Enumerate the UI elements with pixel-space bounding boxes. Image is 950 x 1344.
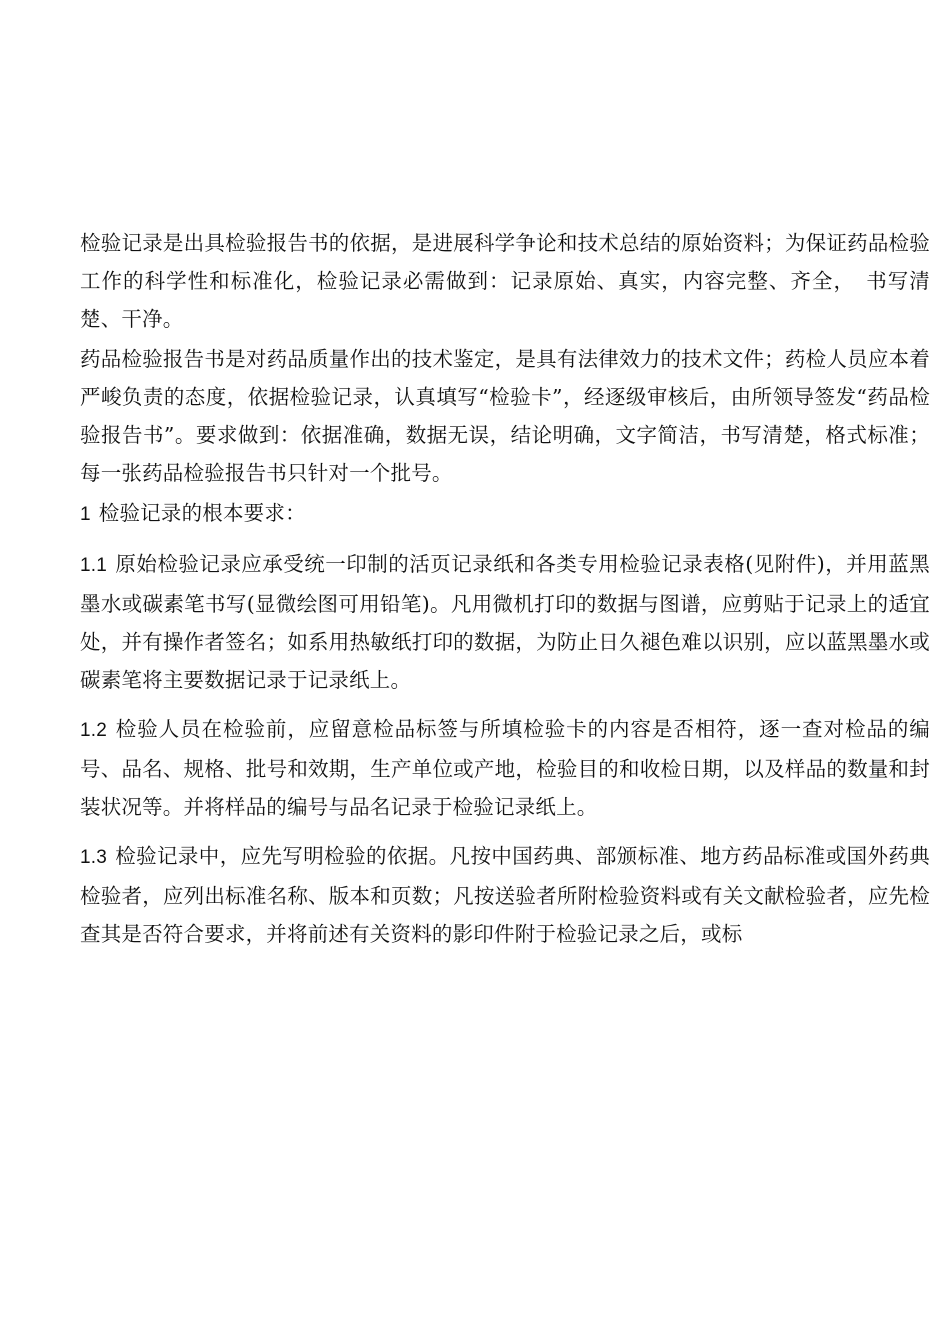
clause-number: 1.2 [80, 720, 108, 741]
clause-1-1 [80, 545, 930, 699]
clause-text: 检验人员在检验前，应留意检品标签与所填检验卡的内容是否相符，逐一查对检品的编号、品名、规格、批号和效期，生产单位或产地，检验目的和收检日期，以及样品的数量和封装状况等。并将样品的编号与品名记录于检验记录纸上。 [80, 717, 930, 819]
section-number: 1 [80, 504, 91, 525]
document-page [80, 224, 930, 953]
clause-number: 1.1 [80, 555, 108, 576]
intro-paragraph-1: 检验记录是出具检验报告书的依据，是进展科学争论和技术总结的原始资料；为保证药品检验工作的科学性和标准化，检验记录必需做到：记录原始、真实，内容完整、齐全， 书写清楚、干净。 [80, 231, 930, 331]
section-title: 检验记录的根本要求： [98, 501, 306, 525]
clause-1-2 [80, 710, 930, 826]
clause-text: 检验记录中，应先写明检验的依据。凡按中国药典、部颁标准、地方药品标准或国外药典检验者，应列出标准名称、版本和页数；凡按送验者所附检验资料或有关文献检验者，应先检查其是否符合要求，并将前述有关资料的影印件附于检验记录之后，或标 [80, 844, 930, 946]
intro-paragraph-2: 药品检验报告书是对药品质量作出的技术鉴定，是具有法律效力的技术文件；药检人员应本着严峻负责的态度，依据检验记录，认真填写“检验卡”，经逐级审核后，由所领导签发“药品检验报告书”。要求做到：依据准确，数据无误，结论明确，文字简洁，书写清楚，格式标准；每一张药品检验报告书只针对一个批号。 [80, 347, 930, 485]
clause-text: 原始检验记录应承受统一印制的活页记录纸和各类专用检验记录表格(见附件)，并用蓝黑墨水或碳素笔书写(显微绘图可用铅笔)。凡用微机打印的数据与图谱，应剪贴于记录上的适宜处，并有操作者签名；如系用热敏纸打印的数据，为防止日久褪色难以识别，应以蓝黑墨水或碳素笔将主要数据记录于记录纸上。 [80, 552, 930, 692]
clause-1-3 [80, 837, 930, 953]
clause-number: 1.3 [80, 847, 108, 868]
section-heading [80, 494, 930, 534]
